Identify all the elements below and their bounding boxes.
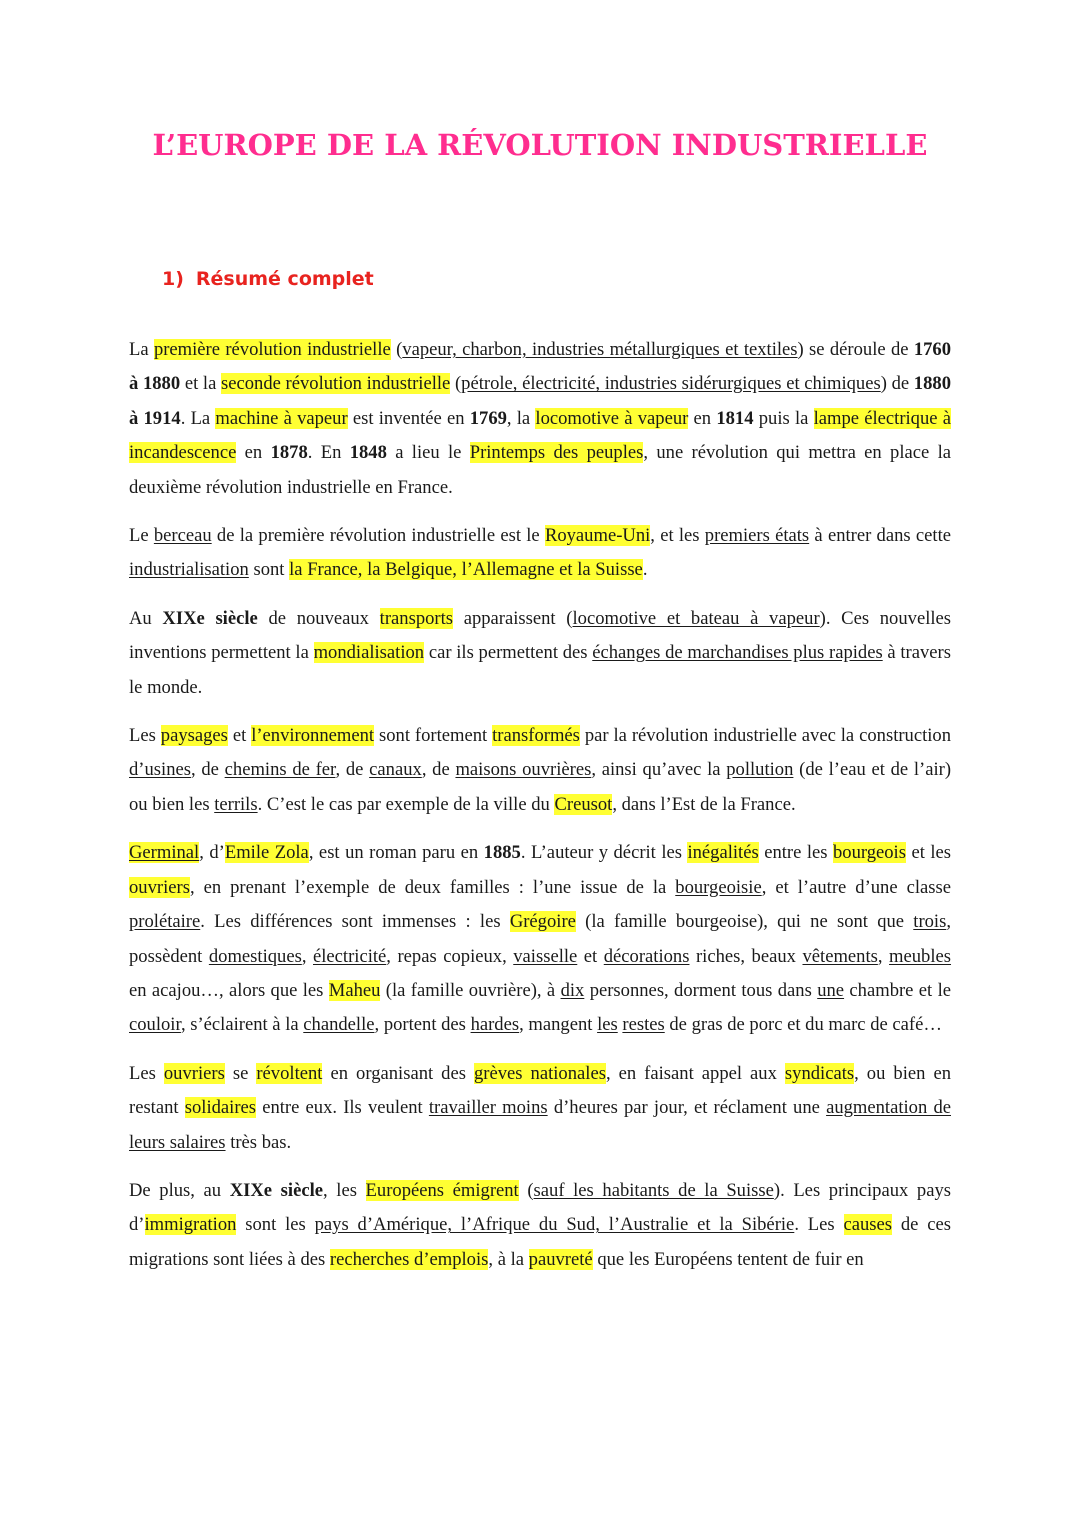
underlined-text: bourgeoisie xyxy=(675,876,762,898)
bold-text: XIXe siècle xyxy=(229,1179,324,1201)
highlighted-text: grèves nationales xyxy=(474,1062,606,1084)
text-run: entre les xyxy=(758,842,833,864)
underlined-text: augmentation de leurs salaires xyxy=(129,1097,951,1153)
text-run: est inventée en xyxy=(347,407,470,429)
underlined-text: prolétaire xyxy=(129,911,201,933)
text-run: car ils permettent des xyxy=(424,642,593,664)
paragraph-5 xyxy=(129,836,951,1042)
text-run: , portent des xyxy=(374,1014,471,1036)
highlighted-text: immigration xyxy=(144,1214,237,1236)
text-run: à travers le monde. xyxy=(129,642,951,698)
text-run: , d’ xyxy=(199,842,225,864)
text-run: en xyxy=(236,442,271,464)
text-run: riches, beaux xyxy=(689,945,803,967)
highlighted-text: recherches d’emplois xyxy=(329,1248,489,1270)
text-run: , dans l’Est de la France. xyxy=(612,793,796,815)
text-run: très bas. xyxy=(225,1131,292,1153)
paragraph-6 xyxy=(129,1057,951,1160)
text-run: , et les xyxy=(650,525,705,547)
text-run: et les xyxy=(905,842,951,864)
text-run: . C’est le cas par exemple de la ville du xyxy=(257,793,555,815)
highlighted-text: Royaume-Uni xyxy=(544,525,651,547)
underlined-text: électricité xyxy=(313,945,387,967)
text-run: , et l’autre d’une classe xyxy=(761,876,951,898)
text-run: par la révolution industrielle avec la construction xyxy=(579,725,952,747)
highlighted-text: Européens émigrent xyxy=(365,1179,519,1201)
highlighted-text: ouvriers xyxy=(129,876,190,898)
text-run: , xyxy=(877,945,890,967)
highlighted-text: syndicats xyxy=(784,1062,855,1084)
document-title: L’EUROPE DE LA RÉVOLUTION INDUSTRIELLE xyxy=(152,128,928,162)
bold-text: XIXe siècle xyxy=(162,607,258,629)
text-run: , une révolution qui mettra en place la deuxième révolution industrielle en France. xyxy=(129,442,951,498)
underlined-text: une xyxy=(817,979,845,1001)
underlined-text: couloir xyxy=(129,1014,181,1036)
text-run: Au xyxy=(129,607,163,629)
highlighted-text: transports xyxy=(379,607,454,629)
document-body xyxy=(129,333,951,1291)
paragraph-2 xyxy=(129,519,951,588)
underlined-text: pollution xyxy=(726,759,794,781)
underlined-text: sauf les habitants de la Suisse xyxy=(533,1179,774,1201)
text-run: ) de xyxy=(880,373,914,395)
underlined-text: trois xyxy=(913,911,947,933)
bold-text: 1885 xyxy=(483,842,521,864)
text-run: ). Les principaux pays d’ xyxy=(129,1179,951,1236)
highlighted-text: Maheu xyxy=(328,979,381,1001)
highlighted-text: transformés xyxy=(492,725,580,747)
text-run: personnes, dorment tous dans xyxy=(584,979,818,1001)
underlined-text: hardes xyxy=(470,1014,520,1036)
underlined-text: échanges de marchandises plus rapides xyxy=(592,642,883,664)
text-run: , est un roman paru en xyxy=(308,842,484,864)
text-run: , à la xyxy=(488,1248,529,1270)
highlighted-text: bourgeois xyxy=(832,842,906,864)
highlighted-text: l’environnement xyxy=(251,725,375,747)
highlighted-text: solidaires xyxy=(184,1097,257,1119)
text-run: se xyxy=(224,1062,257,1084)
underlined-text: meubles xyxy=(889,945,952,967)
highlighted-text: causes xyxy=(843,1214,893,1236)
text-run: d’heures par jour, et réclament une xyxy=(547,1097,827,1119)
text-run: en acajou…, alors que les xyxy=(129,979,329,1001)
text-run: (la famille ouvrière), à xyxy=(380,979,561,1001)
text-run: de ces migrations sont liées à des xyxy=(129,1214,952,1270)
underlined-text: domestiques xyxy=(208,945,302,967)
text-run: apparaissent ( xyxy=(453,607,573,629)
text-run: . En xyxy=(307,442,350,464)
text-run: , s’éclairent à la xyxy=(180,1014,304,1036)
text-run: . La xyxy=(180,407,216,429)
text-run: sont xyxy=(248,559,290,581)
text-run: sont les xyxy=(236,1214,315,1236)
text-run: ) se déroule de xyxy=(797,339,914,360)
underlined-text: maisons ouvrières xyxy=(455,759,592,781)
highlighted-text: Creusot xyxy=(554,793,613,815)
bold-text: 1848 xyxy=(349,442,387,464)
highlighted-text: locomotive à vapeur xyxy=(535,407,689,429)
section-number: 1) xyxy=(162,268,184,290)
text-run: chambre et le xyxy=(844,979,951,1001)
text-run: puis la xyxy=(753,407,814,429)
underlined-text: dix xyxy=(560,979,585,1001)
text-run: , de xyxy=(335,759,370,781)
section-heading-text: Résumé complet xyxy=(195,268,374,290)
text-run: ). Ces nouvelles inventions permettent la xyxy=(129,607,952,664)
text-run: (la famille bourgeoise), qui ne sont que xyxy=(575,911,914,933)
underlined-text: décorations xyxy=(603,945,690,967)
underlined-text: pays d’Amérique, l’Afrique du Sud, l’Australie et la Sibérie xyxy=(314,1214,795,1236)
text-run: . Les différences sont immenses : les xyxy=(200,911,510,933)
underlined-text: chemins de fer xyxy=(224,759,336,781)
underlined-text: vêtements xyxy=(802,945,878,967)
section-heading xyxy=(162,268,374,290)
text-run: à entrer dans cette xyxy=(809,525,951,547)
bold-text: 1760 à 1880 xyxy=(129,339,952,395)
bold-text: 1878 xyxy=(270,442,308,464)
text-run: , de xyxy=(421,759,456,781)
text-run: Les xyxy=(129,1062,164,1084)
underlined-text: chandelle xyxy=(303,1014,375,1036)
text-run: , en faisant appel aux xyxy=(605,1062,785,1084)
highlighted-text: révoltent xyxy=(256,1062,323,1084)
text-run: . xyxy=(642,559,648,581)
text-run: , de xyxy=(190,759,225,781)
highlighted-text: mondialisation xyxy=(313,642,425,664)
highlighted-text: inégalités xyxy=(687,842,759,864)
text-run: . Les xyxy=(794,1214,844,1236)
highlighted-text: Grégoire xyxy=(509,911,576,933)
text-run: et la xyxy=(180,373,221,395)
highlighted-text: ouvriers xyxy=(163,1062,225,1084)
text-run: Le xyxy=(129,525,154,547)
text-run: de gras de porc et du marc de café… xyxy=(664,1014,942,1036)
paragraph-7 xyxy=(129,1174,951,1277)
underlined-text: travailler moins xyxy=(428,1097,548,1119)
text-run: ( xyxy=(450,373,462,395)
text-run: ( xyxy=(518,1179,534,1201)
highlighted-text: paysages xyxy=(160,725,228,747)
text-run: a lieu le xyxy=(386,442,470,464)
bold-text: 1814 xyxy=(716,407,754,429)
text-run: , la xyxy=(506,407,536,429)
text-run: , en prenant l’exemple de deux familles : l’une issue de la xyxy=(189,876,676,898)
text-run: ( xyxy=(390,339,403,360)
highlighted-text: la France, la Belgique, l’Allemagne et la Suisse xyxy=(289,559,643,581)
underlined-text: industrialisation xyxy=(129,559,249,581)
underlined-text: restes xyxy=(622,1014,665,1036)
underlined-text: berceau xyxy=(153,525,212,547)
text-run: en organisant des xyxy=(322,1062,474,1084)
text-run: De plus, au xyxy=(129,1179,230,1201)
underlined-text: vaisselle xyxy=(513,945,578,967)
highlighted-text: pauvreté xyxy=(528,1248,593,1270)
text-run: La xyxy=(129,339,154,360)
underlined-text: canaux xyxy=(369,759,422,781)
highlighted-text: machine à vapeur xyxy=(215,407,348,429)
bold-text: 1769 xyxy=(469,407,507,429)
text-run: , mangent xyxy=(519,1014,598,1036)
highlighted-text: lampe électrique à incandescence xyxy=(129,407,951,464)
paragraph-3 xyxy=(129,602,951,705)
underlined-text: terrils xyxy=(214,793,258,815)
highlighted-underlined-text: Germinal xyxy=(129,842,200,864)
paragraph-1 xyxy=(129,333,951,505)
text-run: de la première révolution industrielle est le xyxy=(211,525,545,547)
text-run: (de l’eau et de l’air) ou bien les xyxy=(129,759,952,815)
text-run: , ou bien en restant xyxy=(129,1062,951,1119)
text-run: , ainsi qu’avec la xyxy=(591,759,727,781)
text-run: , repas copieux, xyxy=(386,945,514,967)
underlined-text: locomotive et bateau à vapeur xyxy=(572,607,820,629)
text-run: et xyxy=(577,945,604,967)
paragraph-4 xyxy=(129,719,951,822)
underlined-text: les xyxy=(597,1014,618,1036)
text-run: que les Européens tentent de fuir en xyxy=(592,1248,864,1270)
highlighted-text: Emile Zola xyxy=(224,842,309,864)
text-run: sont fortement xyxy=(374,725,493,747)
text-run: et xyxy=(227,725,252,747)
text-run: Les xyxy=(129,725,161,747)
text-run: , possèdent xyxy=(129,911,951,967)
highlighted-text: Printemps des peuples xyxy=(469,442,644,464)
text-run: . L’auteur y décrit les xyxy=(520,842,688,864)
text-run: de nouveaux xyxy=(257,607,380,629)
underlined-text: premiers états xyxy=(704,525,810,547)
text-run: en xyxy=(688,407,717,429)
underlined-text: d’usines xyxy=(129,759,191,781)
underlined-text: vapeur, charbon, industries métallurgiques et textiles xyxy=(402,339,798,360)
text-run: , les xyxy=(323,1179,366,1201)
text-run: entre eux. Ils veulent xyxy=(256,1097,429,1119)
text-run: , xyxy=(301,945,313,967)
underlined-text: pétrole, électricité, industries sidérurgiques et chimiques xyxy=(461,373,881,395)
highlighted-text: première révolution industrielle xyxy=(153,339,391,360)
highlighted-text: seconde révolution industrielle xyxy=(221,373,451,395)
bold-text: 1880 à 1914 xyxy=(129,373,951,429)
